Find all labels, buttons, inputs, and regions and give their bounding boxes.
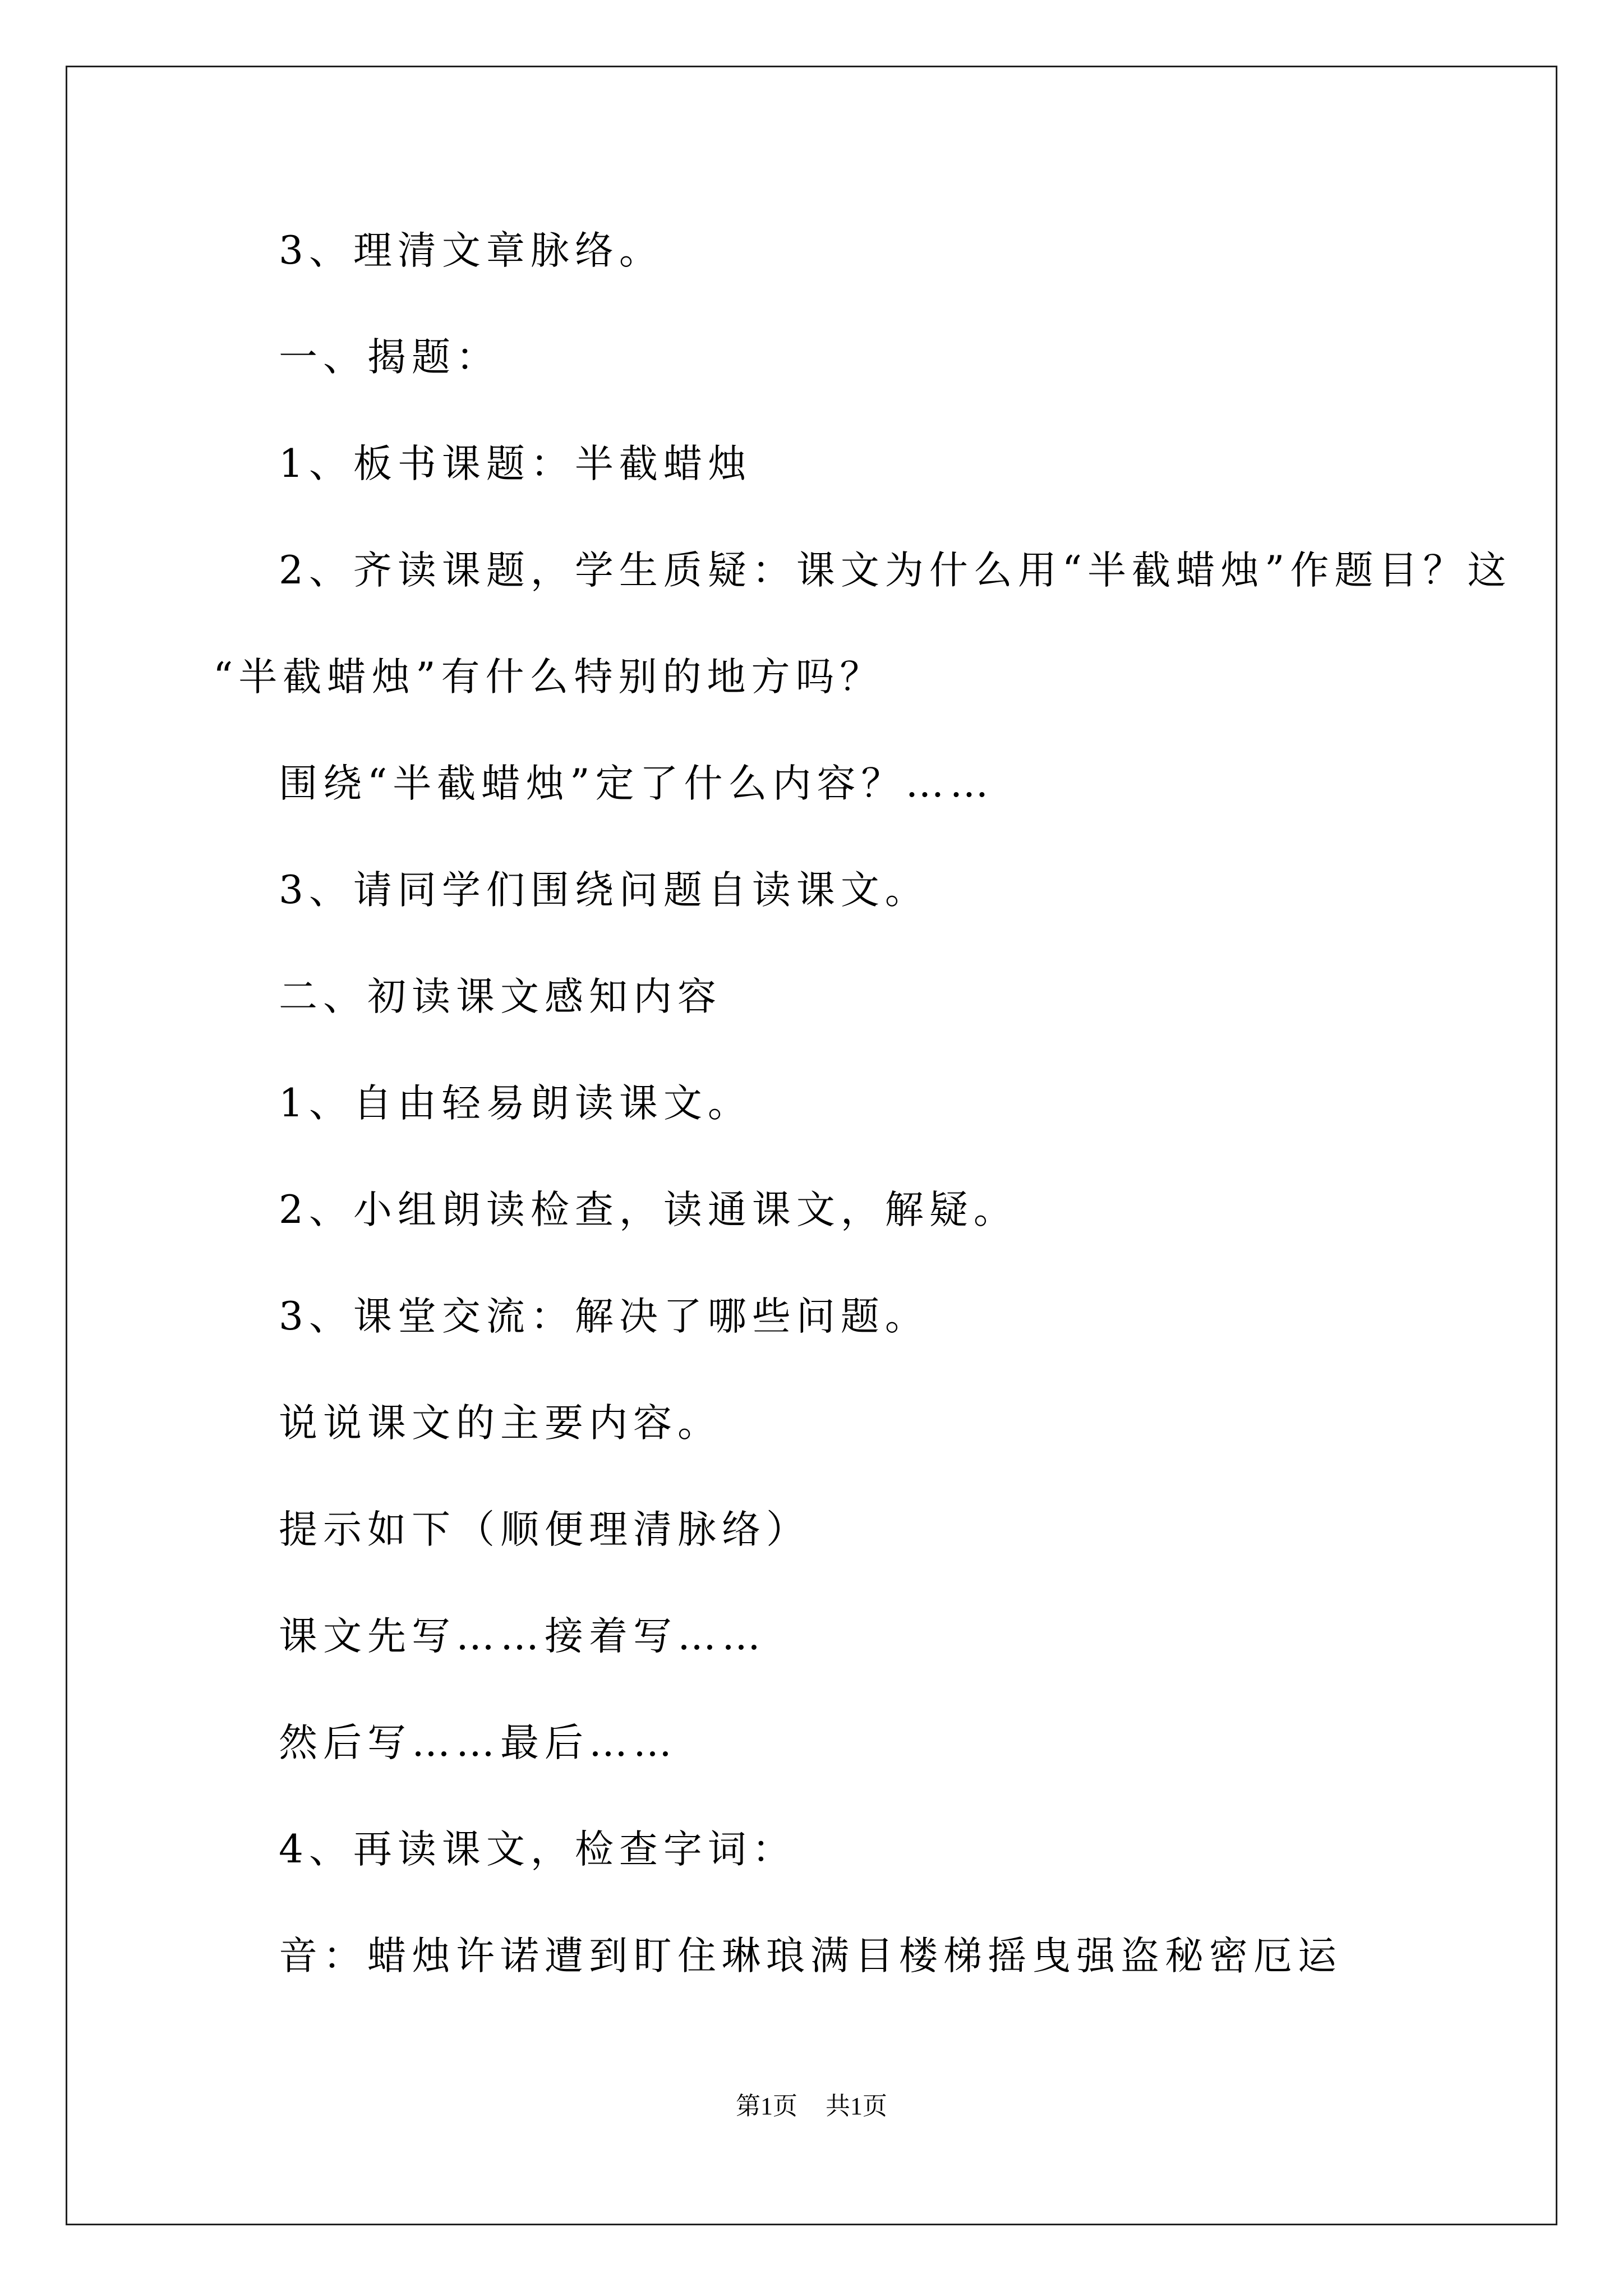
text-line-7: 3、请同学们围绕问题自读课文。 xyxy=(279,868,929,913)
text-line-13: 提示如下（顺便理清脉络） xyxy=(279,1507,810,1552)
page-total: 共1页 xyxy=(826,2092,887,2120)
text-line-15: 然后写……最后…… xyxy=(279,1720,677,1765)
text-line-9: 1、自由轻易朗读课文。 xyxy=(279,1081,752,1126)
page-footer xyxy=(0,2090,1623,2123)
text-line-8: 二、初读课文感知内容 xyxy=(279,974,722,1019)
text-line-16: 4、再读课文，检查字词： xyxy=(279,1827,796,1872)
page-border xyxy=(66,66,1557,2225)
text-line-12: 说说课文的主要内容。 xyxy=(279,1401,722,1446)
text-line-3: 1、板书课题：半截蜡烛 xyxy=(279,441,752,486)
text-line-6: 围绕“半截蜡烛”定了什么内容？…… xyxy=(279,761,994,806)
text-line-11: 3、课堂交流：解决了哪些问题。 xyxy=(279,1294,929,1339)
text-line-1: 3、理清文章脉络。 xyxy=(279,228,663,273)
text-line-10: 2、小组朗读检查，读通课文，解疑。 xyxy=(279,1188,1018,1232)
text-line-4: 2、齐读课题，学生质疑：课文为什么用“半截蜡烛”作题目？这 xyxy=(279,548,1512,593)
text-line-2: 一、揭题： xyxy=(279,335,500,380)
page-number: 第1页 xyxy=(736,2092,797,2120)
text-line-14: 课文先写……接着写…… xyxy=(279,1614,766,1659)
text-line-17: 音：蜡烛许诺遭到盯住琳琅满目楼梯摇曳强盗秘密厄运 xyxy=(279,1934,1342,1978)
text-line-5: “半截蜡烛”有什么特别的地方吗？ xyxy=(213,655,884,700)
